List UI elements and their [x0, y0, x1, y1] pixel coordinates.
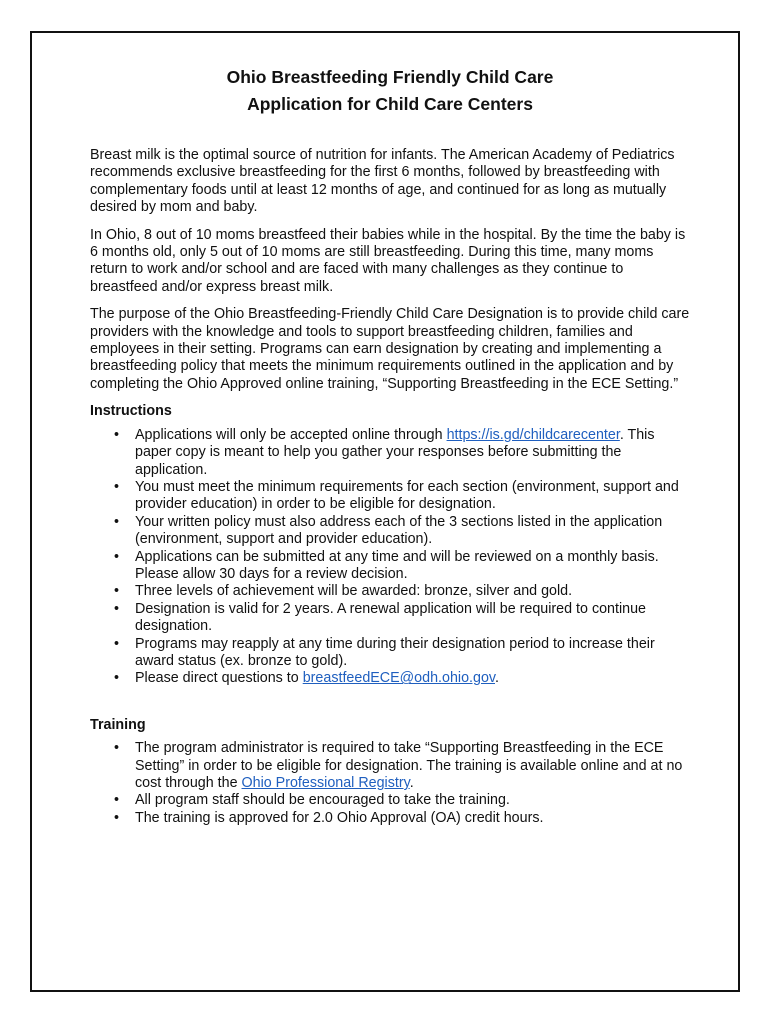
- title-line-1: Ohio Breastfeeding Friendly Child Care: [226, 67, 554, 87]
- bullet-icon: •: [114, 513, 120, 530]
- instructions-list: [90, 427, 690, 688]
- bullet-icon: •: [114, 548, 120, 565]
- list-item: • The program administrator is required to take “Supporting Breastfeeding in the ECE Setting” in order to be eligible for designation. The training is available online and at no cost through the Ohio Professional Registry.: [114, 740, 683, 791]
- email-link[interactable]: breastfeedECE@odh.ohio.gov: [302, 670, 495, 687]
- bullet-icon: •: [114, 809, 120, 826]
- list-item: • Please direct questions to breastfeedECE@odh.ohio.gov.: [114, 670, 499, 687]
- list-item: • You must meet the minimum requirements for each section (environment, support and provider education) in order to be eligible for designation.: [114, 478, 679, 513]
- bullet-icon: •: [114, 792, 120, 809]
- intro-paragraph-2: In Ohio, 8 out of 10 moms breastfeed their babies while in the hospital. By the time the baby is 6 months old, only 5 out of 10 moms are still breastfeeding. During this time, many moms return to work and/or school and are faced with many challenges as they continue to breastfeed and/or express breast milk.: [90, 226, 686, 295]
- list-item: • All program staff should be encouraged to take the training.: [114, 792, 510, 809]
- intro-paragraph-1: Breast milk is the optimal source of nutrition for infants. The American Academy of Pediatrics recommends exclusive breastfeeding for the first 6 months, followed by breastfeeding with complementary foods until at least 12 months of age, and continued for as long as mutually desired by mom and baby.: [90, 147, 675, 216]
- list-item: • Three levels of achievement will be awarded: bronze, silver and gold.: [114, 583, 573, 600]
- list-item: • Applications will only be accepted online through https://is.gd/childcarecenter. This paper copy is meant to help you gather your responses before submitting the application.: [114, 426, 655, 478]
- page-title: [90, 64, 690, 118]
- bullet-icon: •: [114, 426, 120, 443]
- list-item: • The training is approved for 2.0 Ohio Approval (OA) credit hours.: [114, 809, 544, 826]
- bullet-icon: •: [114, 600, 120, 617]
- list-item: • Programs may reapply at any time during their designation period to increase their award status (ex. bronze to gold).: [114, 635, 655, 669]
- childcarecenter-link[interactable]: https://is.gd/childcarecenter: [446, 426, 620, 443]
- training-list: [90, 740, 690, 827]
- training-heading: Training: [90, 716, 146, 733]
- title-line-2: Application for Child Care Centers: [247, 94, 533, 114]
- intro-paragraph-3: The purpose of the Ohio Breastfeeding-Friendly Child Care Designation is to provide child care providers with the knowledge and tools to support breastfeeding children, families and employees in their setting. Programs can earn designation by creating and implementing a breastfeeding policy that meets the minimum requirements outlined in the application and by completing the Ohio Approved online training, “Supporting Breastfeeding in the ECE Setting.”: [90, 306, 690, 392]
- list-item: • Your written policy must also address each of the 3 sections listed in the application (environment, support and provider education).: [114, 513, 663, 548]
- document-body: [90, 64, 690, 827]
- instructions-heading: Instructions: [90, 403, 172, 420]
- bullet-icon: •: [114, 635, 120, 652]
- bullet-icon: •: [114, 583, 120, 600]
- bullet-icon: •: [114, 740, 120, 757]
- list-item: • Applications can be submitted at any time and will be reviewed on a monthly basis. Please allow 30 days for a review decision.: [114, 548, 659, 582]
- registry-link[interactable]: Ohio Professional Registry: [241, 775, 410, 791]
- bullet-icon: •: [114, 670, 120, 687]
- list-item: • Designation is valid for 2 years. A renewal application will be required to continue designation.: [114, 600, 647, 635]
- bullet-icon: •: [114, 478, 120, 495]
